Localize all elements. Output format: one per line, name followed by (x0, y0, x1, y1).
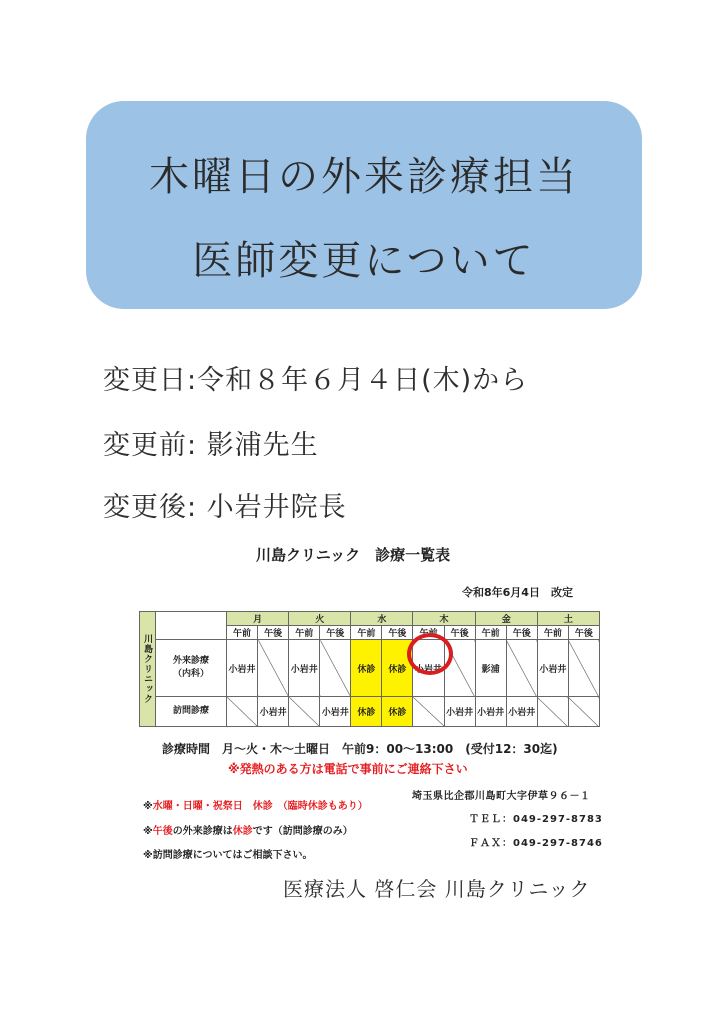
pm-header: 午後 (568, 626, 599, 640)
tue-am-outpatient: 小岩井 (289, 640, 320, 697)
schedule-table (139, 611, 600, 727)
fri-pm-outpatient (506, 640, 537, 697)
holiday-note-prefix: ※ (143, 801, 153, 812)
clinic-fax: ＦＡＸ：049-297-8746 (469, 838, 603, 849)
wed-pm-outpatient: 休診 (382, 640, 413, 697)
wed-am-visit: 休診 (351, 697, 382, 727)
tue-pm-visit: 小岩井 (320, 697, 351, 727)
holiday-note-extra: （臨時休診もあり） (282, 801, 368, 812)
am-header: 午前 (475, 626, 506, 640)
change-after: 変更後: 小岩井院長 (103, 492, 347, 523)
pm-header: 午後 (258, 626, 289, 640)
clinic-label: 川島クリニック (140, 612, 156, 727)
holiday-note-days: 水曜・日曜・祝祭日 休診 (152, 801, 273, 812)
afternoon-note-suffix: です（訪問診療のみ） (252, 826, 353, 837)
thursday-highlight-circle (407, 633, 453, 675)
tue-am-visit (289, 697, 320, 727)
footer-organization: 医療法人 啓仁会 川島クリニック (283, 877, 591, 901)
fri-am-visit: 小岩井 (475, 697, 506, 727)
title-line-1: 木曜日の外来診療担当 (149, 154, 579, 200)
day-thu: 木 (413, 612, 475, 626)
afternoon-note-mid: の外来診療は (172, 826, 233, 837)
change-before: 変更前: 影浦先生 (103, 430, 319, 461)
afternoon-note (143, 822, 353, 837)
clinic-tel: ＴＥＬ：049-297-8783 (469, 814, 603, 825)
mon-am-outpatient: 小岩井 (227, 640, 258, 697)
day-fri: 金 (475, 612, 537, 626)
tue-pm-outpatient (320, 640, 351, 697)
thu-am-outpatient: 小岩井 (413, 640, 444, 697)
pm-header: 午後 (320, 626, 351, 640)
wed-am-outpatient: 休診 (351, 640, 382, 697)
pm-header: 午後 (444, 626, 475, 640)
thu-pm-visit: 小岩井 (444, 697, 475, 727)
day-mon: 月 (227, 612, 289, 626)
outpatient-label-1: 外来診療 (172, 656, 209, 667)
am-header: 午前 (351, 626, 382, 640)
afternoon-note-pm: 午後 (152, 826, 173, 837)
mon-pm-outpatient (258, 640, 289, 697)
clinic-address: 埼玉県比企郡川島町大字伊草９６－１ (412, 791, 591, 802)
mon-am-visit (227, 697, 258, 727)
holiday-note (143, 797, 368, 812)
clinic-hours: 診療時間 月～火・木～土曜日 午前9：00～13:00 (受付12：30迄) (162, 742, 558, 756)
fri-pm-visit: 小岩井 (506, 697, 537, 727)
wed-pm-visit: 休診 (382, 697, 413, 727)
am-header: 午前 (537, 626, 568, 640)
pm-header: 午後 (506, 626, 537, 640)
afternoon-note-closed: 休診 (232, 826, 253, 837)
day-wed: 水 (351, 612, 413, 626)
visit-label: 訪問診療 (156, 697, 227, 727)
visit-consult-note: ※訪問診療についてはご相談下さい。 (143, 850, 313, 861)
title-line-2: 医師変更について (192, 238, 536, 284)
am-header: 午前 (227, 626, 258, 640)
change-date: 変更日:令和８年６月４日(木)から (103, 365, 529, 396)
outpatient-label (156, 640, 227, 697)
day-sat: 土 (537, 612, 599, 626)
outpatient-label-2: （内科） (172, 669, 209, 680)
sat-pm-outpatient (568, 640, 599, 697)
fri-am-outpatient: 影浦 (475, 640, 506, 697)
schedule-title: 川島クリニック 診療一覧表 (256, 546, 451, 564)
sat-pm-visit (568, 697, 599, 727)
sat-am-outpatient: 小岩井 (537, 640, 568, 697)
title-banner (86, 101, 642, 309)
day-tue: 火 (289, 612, 351, 626)
corner-cell (156, 612, 227, 640)
sat-am-visit (537, 697, 568, 727)
am-header: 午前 (413, 626, 444, 640)
afternoon-note-prefix: ※ (143, 826, 153, 837)
pm-header: 午後 (382, 626, 413, 640)
am-header: 午前 (289, 626, 320, 640)
thu-am-visit (413, 697, 444, 727)
revised-date: 令和8年6月4日 改定 (462, 586, 573, 599)
mon-pm-visit: 小岩井 (258, 697, 289, 727)
fever-notice: ※発熱のある方は電話で事前にご連絡下さい (228, 762, 468, 776)
